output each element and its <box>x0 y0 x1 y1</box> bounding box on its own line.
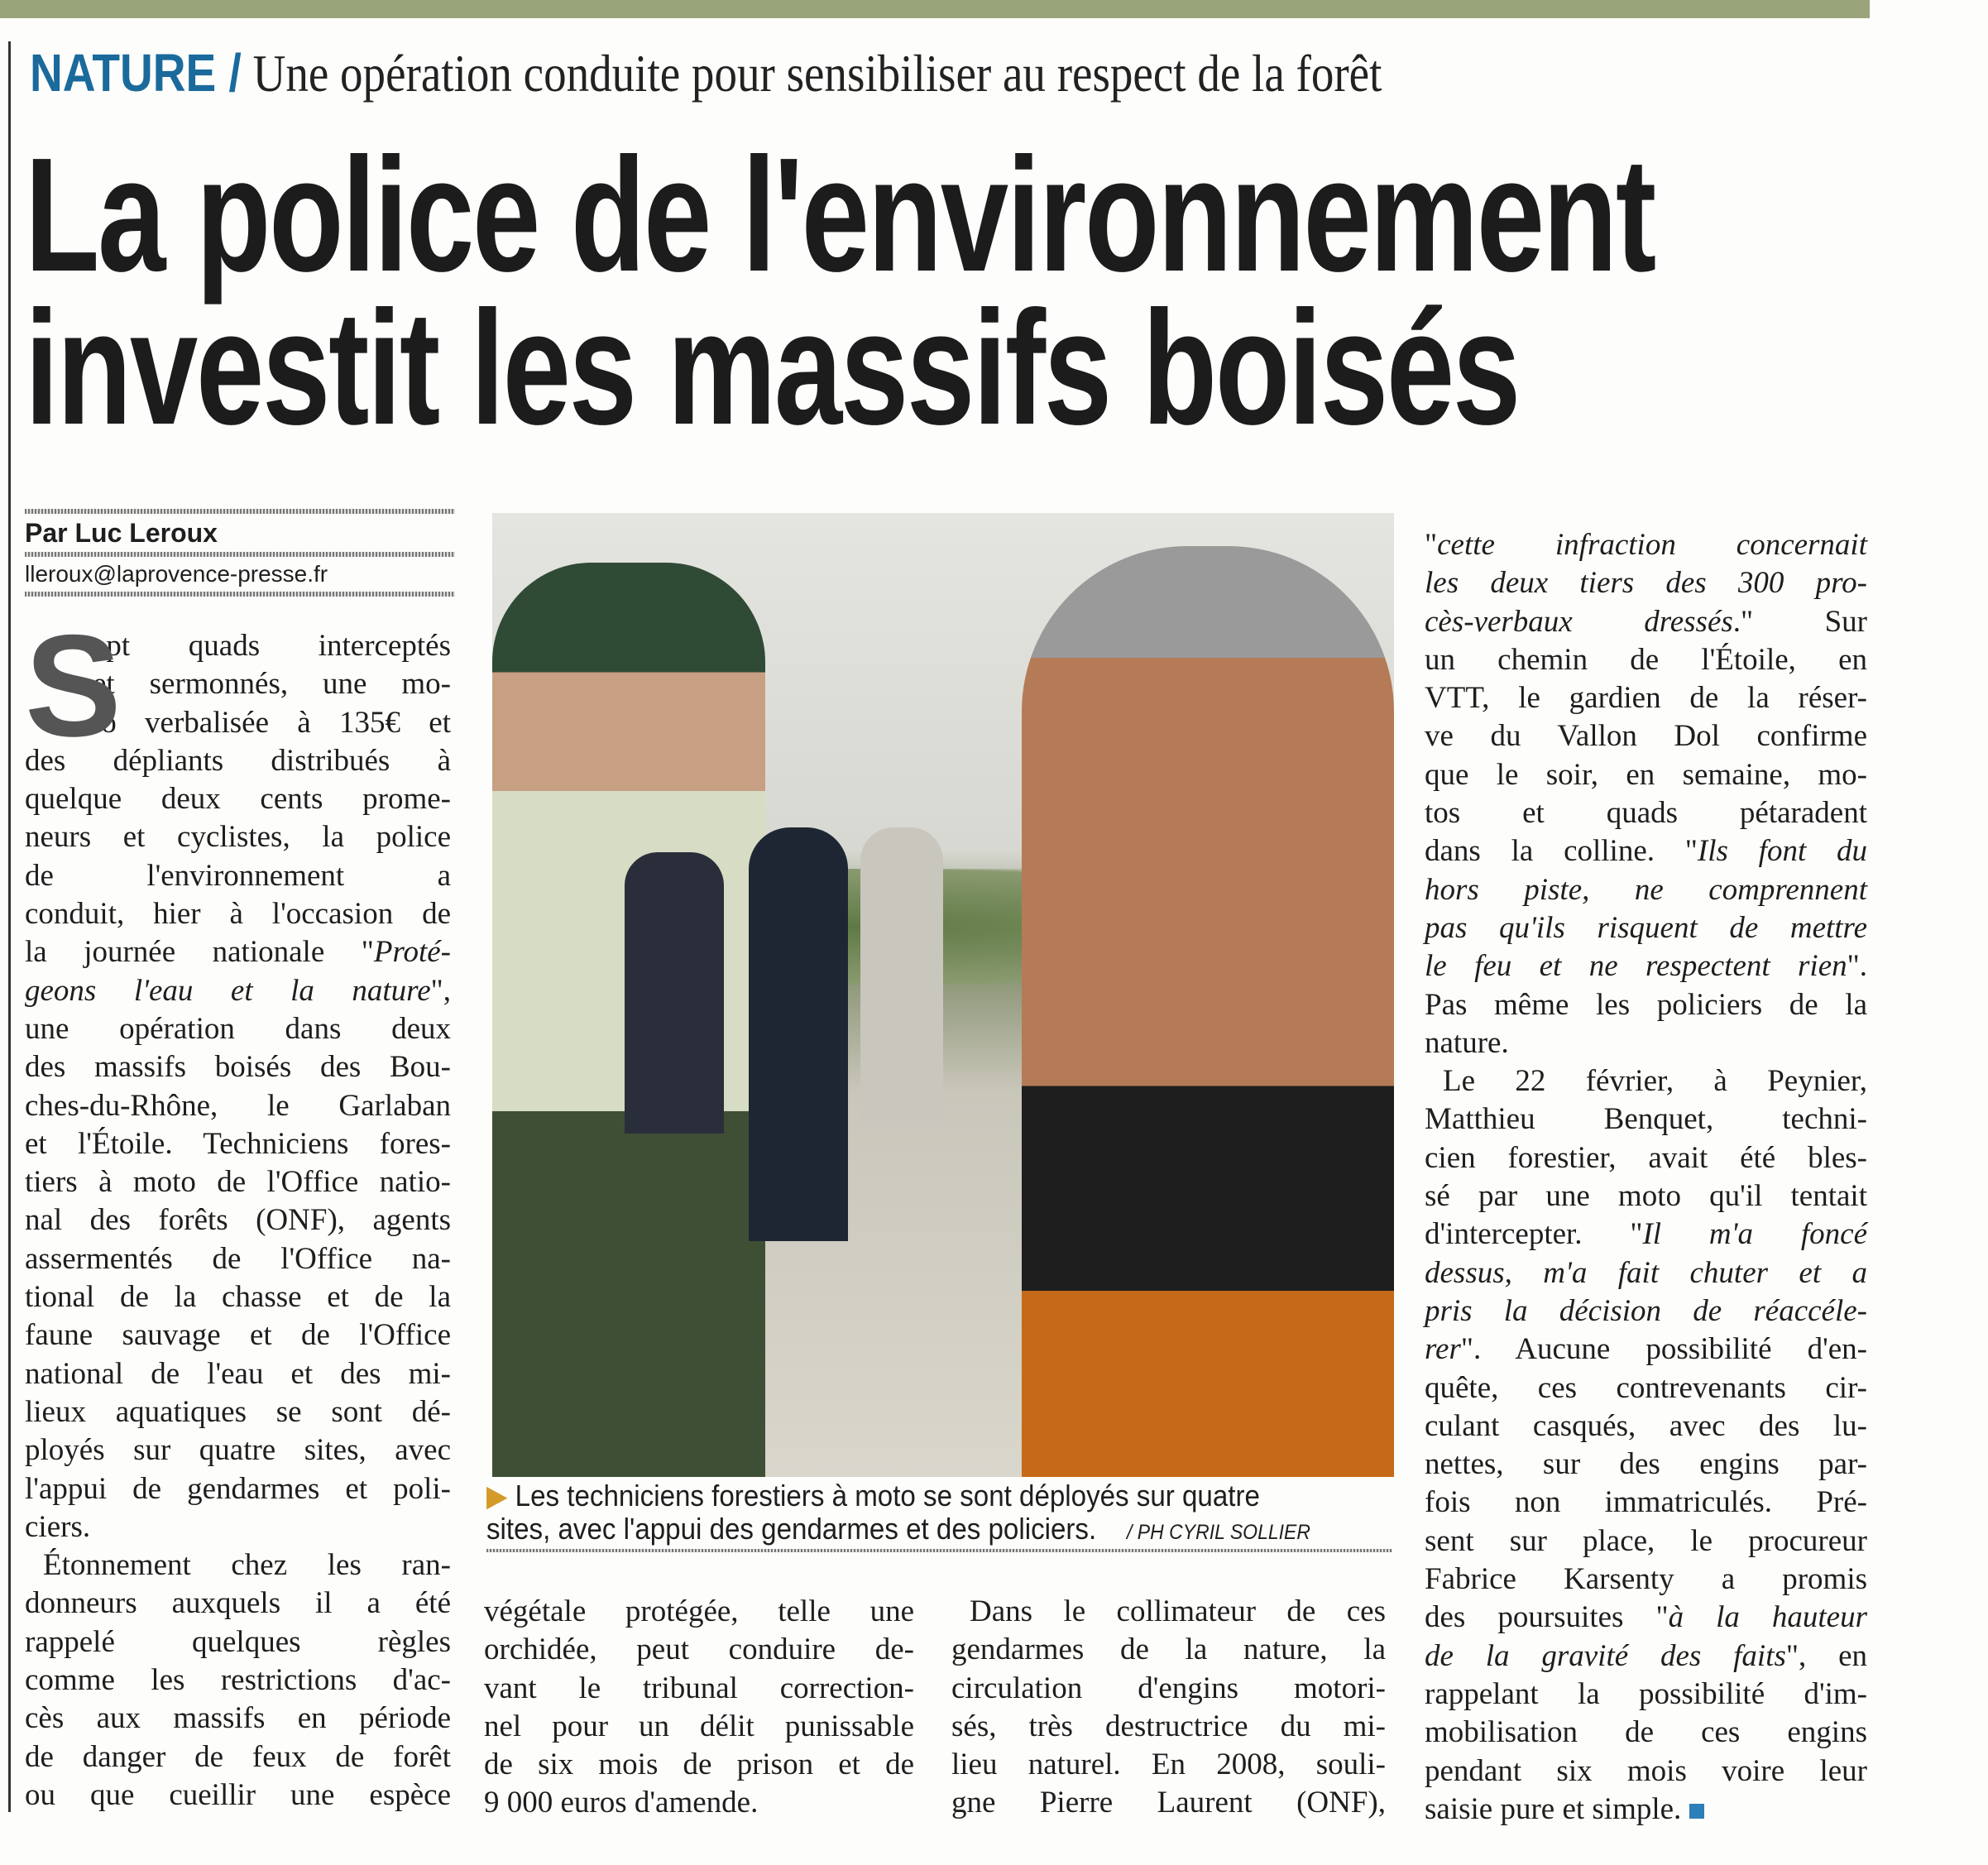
text-segment: gne Pierre Laurent (ONF), <box>951 1786 1386 1820</box>
text-line <box>1425 1330 1867 1369</box>
quote-segment: geons l'eau et la nature <box>25 973 431 1008</box>
text-line <box>1425 947 1867 985</box>
text-line <box>25 1355 451 1393</box>
text-segment: que le soir, en semaine, mo- <box>1425 757 1867 792</box>
text-line <box>1425 526 1867 564</box>
text-segment: Dans le collimateur de ces <box>970 1594 1386 1628</box>
text-line <box>951 1593 1386 1631</box>
photo-cyclist <box>1022 546 1394 1477</box>
byline <box>25 509 455 597</box>
text-line <box>25 1087 451 1125</box>
text-line <box>25 1201 451 1239</box>
text-line <box>484 1670 914 1708</box>
text-segment: faune sauvage et de l'Office <box>25 1318 451 1353</box>
section-label: NATURE / <box>30 43 242 103</box>
text-line <box>484 1631 914 1669</box>
text-line <box>25 780 451 818</box>
text-line <box>25 1431 451 1469</box>
text-line <box>1425 1024 1867 1062</box>
text-line <box>1425 756 1867 794</box>
text-line <box>1425 717 1867 755</box>
caption-rule <box>486 1549 1392 1552</box>
text-line <box>25 895 451 933</box>
triangle-right-icon: ▶ <box>486 1479 508 1513</box>
text-segment: nel pour un délit punissable <box>484 1709 914 1743</box>
article-column-4 <box>1425 526 1867 1829</box>
text-segment: l'appui de gendarmes et poli- <box>25 1471 451 1506</box>
quote-segment: Proté- <box>373 935 451 970</box>
text-segment: " <box>1425 528 1438 562</box>
text-segment: national de l'eau et des mi- <box>25 1356 451 1391</box>
text-segment: mobilisation de ces engins <box>1425 1715 1867 1750</box>
text-line <box>484 1593 914 1631</box>
text-segment: Matthieu Benquet, techni- <box>1425 1102 1867 1137</box>
text-line <box>1425 1714 1867 1752</box>
text-segment: sé par une moto qu'il tentait <box>1425 1179 1867 1214</box>
text-line <box>1425 1215 1867 1254</box>
text-line <box>25 1316 451 1354</box>
text-line <box>1425 1637 1867 1676</box>
text-segment: quête, ces contrevenants cir- <box>1425 1370 1867 1405</box>
text-segment: dans la colline. " <box>1425 834 1698 869</box>
text-segment: ", <box>430 973 451 1008</box>
text-segment: donneurs auxquels il a été <box>25 1586 451 1621</box>
text-segment: culant casqués, avec des lu- <box>1425 1408 1867 1443</box>
text-segment: vant le tribunal correction- <box>484 1671 914 1705</box>
text-segment: ." Sur <box>1732 604 1867 639</box>
text-line <box>484 1746 914 1784</box>
text-segment: ve du Vallon Dol confirme <box>1425 719 1867 754</box>
text-segment: Le 22 février, à Peynier, <box>1443 1064 1867 1099</box>
quote-segment: pris la décision de réaccéle- <box>1425 1293 1867 1328</box>
text-line <box>25 1585 451 1623</box>
text-line <box>25 972 451 1010</box>
text-segment: fois non immatriculés. Pré- <box>1425 1485 1867 1520</box>
text-line <box>25 1546 451 1585</box>
text-line <box>25 933 451 971</box>
text-segment: circulation d'engins motori- <box>951 1671 1386 1705</box>
text-segment: lieu naturel. En 2008, souli- <box>951 1748 1386 1782</box>
text-segment: ". Aucune possibilité d'en- <box>1460 1332 1867 1367</box>
text-segment: gendarmes de la nature, la <box>951 1632 1386 1667</box>
text-line <box>1425 1100 1867 1139</box>
text-segment: tos et quads pétaradent <box>1425 796 1867 831</box>
text-line <box>25 1278 451 1316</box>
author-email[interactable]: lleroux@laprovence-presse.fr <box>25 561 328 587</box>
kicker <box>30 40 1382 107</box>
text-segment: VTT, le gardien de la réser- <box>1425 681 1867 716</box>
text-segment: Fabrice Karsenty a promis <box>1425 1562 1867 1597</box>
article-photo <box>492 513 1394 1477</box>
photo-caption <box>486 1479 1320 1549</box>
text-line <box>25 1623 451 1661</box>
text-line <box>951 1784 1386 1822</box>
text-segment: rappelé quelques règles <box>25 1624 451 1659</box>
text-line <box>484 1784 914 1822</box>
text-segment: tional de la chasse et de la <box>25 1280 451 1315</box>
text-segment: cès aux massifs en période <box>25 1701 451 1736</box>
text-line <box>1425 986 1867 1024</box>
text-segment: de l'environnement a <box>25 858 451 893</box>
text-segment: de danger de feux de forêt <box>25 1739 451 1774</box>
headline-line-1: La police de l'environnement <box>25 124 1655 305</box>
text-line <box>25 1776 451 1815</box>
end-square-icon <box>1689 1804 1704 1819</box>
text-segment: de six mois de prison et de <box>484 1748 914 1782</box>
quote-segment: Ils font du <box>1697 834 1868 869</box>
text-line <box>25 1163 451 1201</box>
caption-line-2: sites, avec l'appui des gendarmes et des policiers. <box>486 1512 1097 1546</box>
text-line <box>25 1508 451 1546</box>
text-line <box>25 818 451 856</box>
text-line <box>25 1125 451 1163</box>
photo-officer <box>749 827 848 1241</box>
dotted-rule <box>25 592 455 597</box>
text-segment: saisie pure et simple. <box>1425 1791 1682 1826</box>
text-segment: rappelant la possibilité d'im- <box>1425 1676 1867 1711</box>
quote-segment: hors piste, ne comprennent <box>1425 872 1867 907</box>
text-segment: 9 000 euros d'amende. <box>484 1786 759 1820</box>
text-line <box>1425 1062 1867 1100</box>
quote-segment: de la gravité des faits <box>1425 1638 1786 1673</box>
caption-line-1: Les techniciens forestiers à moto se sont déployés sur quatre <box>515 1479 1260 1513</box>
text-line <box>1425 1676 1867 1714</box>
text-line <box>1425 1177 1867 1215</box>
text-line <box>25 1470 451 1508</box>
text-line <box>1425 1369 1867 1407</box>
text-line <box>1425 1254 1867 1292</box>
article-column-1 <box>25 606 451 1815</box>
text-segment: conduit, hier à l'occasion de <box>25 897 451 932</box>
text-line <box>25 1738 451 1776</box>
text-line <box>25 1661 451 1700</box>
top-color-strip <box>0 0 1870 18</box>
text-segment: orchidée, peut conduire de- <box>484 1632 914 1667</box>
text-segment: pendant six mois voire leur <box>1425 1753 1867 1788</box>
text-line <box>25 1240 451 1278</box>
left-border-rule <box>8 41 11 1812</box>
text-segment: et l'Étoile. Techniciens fores- <box>25 1126 451 1161</box>
text-line <box>1425 1484 1867 1522</box>
article-column-2 <box>484 1593 914 1823</box>
text-line <box>1425 794 1867 832</box>
quote-segment: rer <box>1425 1332 1461 1367</box>
text-segment: to verbalisée à 135€ et <box>93 705 451 740</box>
drop-cap: S <box>25 606 122 767</box>
text-segment: sés, très destructrice du mi- <box>951 1709 1386 1743</box>
text-segment: ", en <box>1785 1638 1867 1673</box>
text-segment: ". <box>1847 949 1867 984</box>
quote-segment: les deux tiers des 300 pro- <box>1425 566 1867 601</box>
author-name: Par Luc Leroux <box>25 518 218 548</box>
text-line <box>25 1393 451 1431</box>
text-segment: ciers. <box>25 1509 91 1544</box>
text-segment: une opération dans deux <box>25 1011 451 1046</box>
quote-segment: à la hauteur <box>1668 1600 1867 1635</box>
text-line <box>951 1746 1386 1784</box>
text-line <box>25 1700 451 1738</box>
text-segment: végétale protégée, telle une <box>484 1594 914 1628</box>
text-line <box>1425 909 1867 947</box>
quote-segment: pas qu'ils risquent de mettre <box>1425 910 1867 945</box>
text-segment: neurs et cyclistes, la police <box>25 820 451 855</box>
text-segment: ches-du-Rhône, le Garlaban <box>25 1088 451 1123</box>
text-line <box>1425 1599 1867 1637</box>
kicker-subtitle: Une opération conduite pour sensibiliser au respect de la forêt <box>252 44 1382 103</box>
text-line <box>25 1010 451 1048</box>
text-segment: ept quads interceptés <box>93 629 451 663</box>
text-segment: sent sur place, le procureur <box>1425 1523 1867 1558</box>
text-line <box>1425 832 1867 870</box>
text-segment: des massifs boisés des Bou- <box>25 1050 451 1085</box>
text-segment: tiers à moto de l'Office natio- <box>25 1165 451 1200</box>
text-line <box>1425 641 1867 679</box>
text-line <box>1425 603 1867 641</box>
text-line <box>1425 1445 1867 1484</box>
quote-segment: dessus, m'a fait chuter et a <box>1425 1255 1867 1290</box>
text-segment: un chemin de l'Étoile, en <box>1425 642 1867 677</box>
photo-rider <box>625 852 724 1134</box>
text-segment: d'intercepter. " <box>1425 1217 1643 1252</box>
text-line <box>1425 1139 1867 1177</box>
quote-segment: cès-verbaux dressés <box>1425 604 1733 639</box>
text-segment: la journée nationale " <box>25 935 374 970</box>
text-segment: lieux aquatiques se sont dé- <box>25 1394 451 1429</box>
text-segment: et sermonnés, une mo- <box>93 667 451 702</box>
text-line <box>951 1708 1386 1746</box>
photo-credit: / PH CYRIL SOLLIER <box>1127 1521 1311 1544</box>
text-line <box>1425 1407 1867 1445</box>
headline-line-2: investit les massifs boisés <box>25 277 1519 458</box>
text-segment: assermentés de l'Office na- <box>25 1241 451 1276</box>
text-line <box>1425 1752 1867 1791</box>
text-segment: nal des forêts (ONF), agents <box>25 1203 451 1238</box>
text-segment: quelque deux cents prome- <box>25 782 451 817</box>
article-column-3 <box>951 1593 1386 1823</box>
text-line <box>1425 1561 1867 1599</box>
text-segment: Étonnement chez les ran- <box>43 1548 451 1583</box>
text-line <box>25 1048 451 1086</box>
quote-segment: le feu et ne respectent rien <box>1425 949 1847 984</box>
text-line <box>1425 1292 1867 1330</box>
text-line <box>1425 871 1867 909</box>
text-segment: nature. <box>1425 1025 1509 1060</box>
text-segment: comme les restrictions d'ac- <box>25 1663 451 1698</box>
text-segment: ou que cueillir une espèce <box>25 1777 451 1812</box>
text-line <box>951 1670 1386 1708</box>
text-segment: Pas même les policiers de la <box>1425 987 1867 1022</box>
text-line <box>1425 1791 1867 1829</box>
text-segment: des poursuites " <box>1425 1600 1669 1635</box>
text-segment: cien forestier, avait été bles- <box>1425 1140 1867 1175</box>
text-line <box>1425 564 1867 602</box>
photo-bystander <box>860 827 943 1125</box>
text-segment: ployés sur quatre sites, avec <box>25 1433 451 1468</box>
text-line <box>951 1631 1386 1669</box>
text-line <box>484 1708 914 1746</box>
text-line <box>1425 1522 1867 1561</box>
quote-segment: Il m'a foncé <box>1642 1217 1867 1252</box>
text-segment: nettes, sur des engins par- <box>1425 1447 1867 1482</box>
text-line <box>1425 679 1867 717</box>
text-line <box>25 857 451 895</box>
quote-segment: cette infraction concernait <box>1437 528 1867 562</box>
text-segment: des dépliants distribués à <box>25 743 451 778</box>
